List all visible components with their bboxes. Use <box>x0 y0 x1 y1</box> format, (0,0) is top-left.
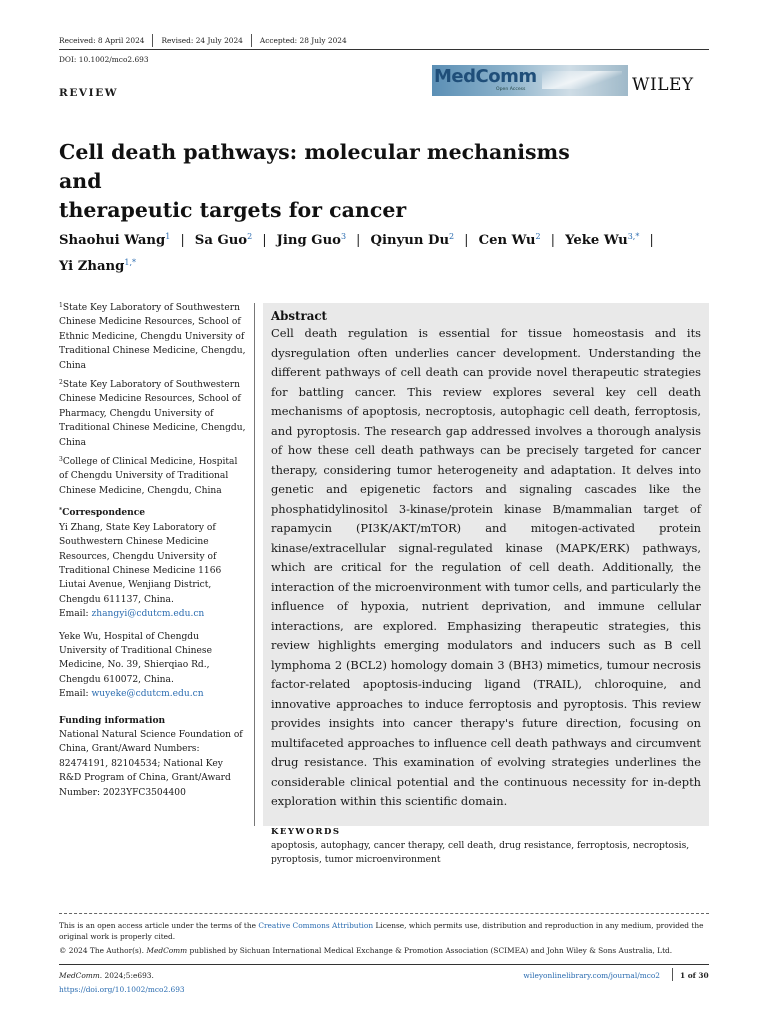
copyright-notice: © 2024 The Author(s). MedComm published by Sichuan International Medical Exchange & Promotion Association (SCIMEA) and John Wiley & Sons Australia, Ltd. <box>59 946 673 955</box>
revised-date: Revised: 24 July 2024 <box>161 36 243 45</box>
date-separator <box>152 34 153 47</box>
accepted-date: Accepted: 28 July 2024 <box>259 36 347 45</box>
footer-rule <box>59 964 709 965</box>
footer-divider <box>59 913 709 914</box>
author[interactable]: Shaohui Wang$^1$ <box>59 232 171 248</box>
header-rule <box>59 49 709 50</box>
page-number: 1 of 30 <box>680 971 709 980</box>
affiliation: $^3$College of Clinical Medicine, Hospital of Chengdu University of Traditional Chinese Medicine, Chengdu, China <box>59 456 238 496</box>
author[interactable]: Sa Guo$^2$ <box>194 232 253 248</box>
article-title <box>59 138 619 225</box>
author[interactable]: Jing Guo$^3$ <box>276 232 347 248</box>
received-date: Received: 8 April 2024 <box>59 36 145 45</box>
funding-heading: Funding information <box>59 714 166 726</box>
journal-site-link[interactable]: wileyonlinelibrary.com/journal/mco2 <box>523 971 660 980</box>
correspondence-entry: Yeke Wu, Hospital of Chengdu University of Traditional Chinese Medicine, No. 39, Shierqiao Rd., Chengdu 610072, China. Email: wuyeke@cdutcm.edu.cn <box>59 631 212 700</box>
article-dates <box>59 34 347 47</box>
title-line-1: Cell death pathways: molecular mechanisms and <box>59 140 570 193</box>
license-notice: This is an open access article under the terms of the Creative Commons Attribution License, which permits use, distribution and reproduction in any medium, provided the original work is properly cited. <box>59 921 704 942</box>
affiliation: $^2$State Key Laboratory of Southwestern Chinese Medicine Resources, School of Pharmacy, Chengdu University of Traditional Chinese Medicine, Chengdu, China <box>59 379 246 448</box>
correspondence-entry: Yi Zhang, State Key Laboratory of Southwestern Chinese Medicine Resources, Chengdu University of Traditional Chinese Medicine 1166 Liutai Avenue, Wenjiang District, Chengdu 611137, China. Email: zhangyi@cdutcm.edu.cn <box>59 522 222 620</box>
title-line-2: therapeutic targets for cancer <box>59 198 407 222</box>
page-separator <box>672 968 673 981</box>
wiley-logo: WILEY <box>632 75 694 95</box>
correspondence-heading: *Correspondence <box>59 507 146 519</box>
medcomm-wordmark: MedComm <box>434 66 537 87</box>
doi-link[interactable]: https://doi.org/10.1002/mco2.693 <box>59 985 185 994</box>
article-type: REVIEW <box>59 87 119 99</box>
column-divider <box>254 303 255 826</box>
author[interactable]: Yeke $Wu^{3,*}$ <box>565 232 640 248</box>
author[interactable]: Qinyun Du$^2$ <box>370 232 455 248</box>
doi-text: DOI: 10.1002/mco2.693 <box>59 55 149 64</box>
date-separator <box>251 34 252 47</box>
keywords-heading: KEYWORDS <box>271 826 341 837</box>
affiliation: $^1$State Key Laboratory of Southwestern Chinese Medicine Resources, School of Ethnic Medicine, Chengdu University of Traditional Chinese Medicine, Chengdu, China <box>59 302 246 371</box>
journal-citation: MedComm. 2024;5:e693. <box>59 971 154 980</box>
logo-decoration <box>542 71 622 89</box>
keywords-text: apoptosis, autophagy, cancer therapy, cell death, drug resistance, ferroptosis, necroptosis, pyroptosis, tumor microenvironment <box>271 840 690 865</box>
abstract-text: Cell death regulation is essential for tissue homeostasis and its dysregulation often underlies cancer development. Understanding the different pathways of cell death can provide novel therapeutic strategies for battling cancer. This review explores several key cell death mechanisms of apoptosis, necroptosis, autophagic cell death, ferroptosis, and pyroptosis. The research gap addressed involves a thorough analysis of how these cell death pathways can be precisely targeted for cancer therapy, considering tumor heterogeneity and adaptation. It delves into genetic and epigenetic factors and signaling cascades like the phosphatidylinositol 3-kinase/protein kinase B/mammalian target of rapamycin (PI3K/AKT/mTOR) and mitogen-activated protein kinase/extracellular signal-regulated kinase (MAPK/ERK) pathways, which are critical for the regulation of cell death. Additionally, the interaction of the microenvironment with tumor cells, and particularly the influence of hypoxia, nutrient deprivation, and immune cellular interactions, are explored. Emphasizing therapeutic strategies, this review highlights emerging modulators and inducers such as B cell lymphoma 2 (BCL2) homology domain 3 (BH3) mimetics, tumour necrosis factor-related apoptosis-inducing ligand (TRAIL), chloroquine, and innovative approaches to induce ferroptosis and pyroptosis. This review provides insights into cancer therapy's future direction, focusing on multifaceted approaches to influence cell death pathways and circumvent drug resistance. This examination of evolving strategies underlines the considerable clinical potential and the continuous necessity for in-depth exploration within this scientific domain. <box>271 326 701 808</box>
left-sidebar <box>59 299 247 800</box>
author[interactable]: Yi Zhang$^{1,*}$ <box>59 258 136 274</box>
medcomm-logo <box>432 65 628 96</box>
email-link[interactable]: zhangyi@cdutcm.edu.cn <box>91 609 205 620</box>
abstract-panel <box>263 303 709 865</box>
email-link[interactable]: wuyeke@cdutcm.edu.cn <box>91 689 204 700</box>
funding-text: National Natural Science Foundation of China, Grant/Award Numbers: 82474191, 82104534; National Key R&D Program of China, Grant/Award Number: 2023YFC3504400 <box>59 729 243 798</box>
open-access-label: Open Access <box>496 87 526 92</box>
author-list: Shaohui Wang$^1$ | Sa Guo$^2$ | Jing Guo$^3$ | Qinyun Du$^2$ | Cen Wu$^2$ | Yeke $Wu^{3,*}$ | Yi Zhang$^{1,*}$ <box>59 232 654 274</box>
abstract-heading: Abstract <box>271 309 327 323</box>
license-link[interactable]: Creative Commons Attribution <box>258 921 374 930</box>
author[interactable]: Cen Wu$^2$ <box>478 232 541 248</box>
